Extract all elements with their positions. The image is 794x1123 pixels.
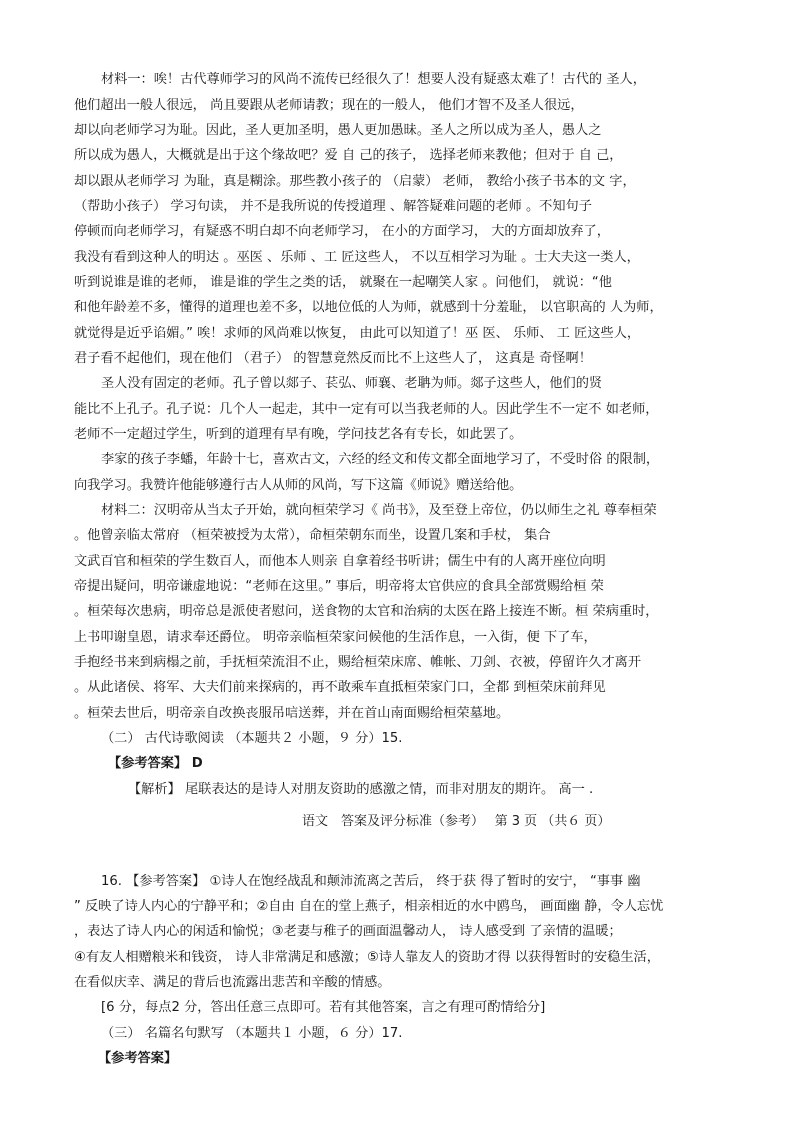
text-line: 他们超出一般人很远， 尚且要跟从老师请教；现在的一般人， 他们才智不及圣人很远， (74, 98, 584, 113)
text-line: 。他曾亲临太常府 （桓荣被授为太常），命桓荣朝东而坐，设置几案和手杖， 集合 (74, 528, 551, 543)
text-line: 能比不上孔子。孔子说：几个人一起走，其中一定有可以当我老师的人。因此学生不一定不 如老师， (74, 402, 659, 417)
text-line: 。从此诸侯、将军、大夫们前来探病的，再不敢乘车直抵桓荣家门口，全都 到桓荣床前拜见 (74, 680, 606, 695)
text-line: ④有友人相赠粮米和钱资， 诗人非常满足和感激；⑤诗人靠友人的资助才得 以获得暂时的安稳生活， (74, 950, 660, 965)
text-line: 16. 【参考答案】 ①诗人在饱经战乱和颠沛流离之苦后， 终于获 得了暂时的安宁， “事事 幽 (101, 874, 641, 889)
text-line: 在看似庆幸、满足的背后也流露出悲苦和辛酸的情感。 (74, 975, 391, 990)
answer-label: 【参考答案】 D (108, 756, 203, 771)
text-line: 文武百官和桓荣的学生数百人，而他本人则亲 自拿着经书听讲；儒生中有的人离开座位向明 (74, 554, 606, 569)
text-line: 手抱经书来到病榻之前，手抚桓荣流泪不止，赐给桓荣床席、帷帐、刀剑、衣被，停留许久才离开 (74, 655, 642, 670)
text-line: 停顿而向老师学习，有疑惑不明白却不向老师学习， 在小的方面学习， 大的方面却放弃了， (74, 224, 610, 239)
text-line: ，表达了诗人内心的闲适和愉悦；③老妻与稚子的画面温馨动人， 诗人感受到 了亲情的温暖； (74, 924, 622, 939)
text-line: 我没有看到这种人的明达 。巫医 、乐师 、工 匠这些人， 不以互相学习为耻 。士大夫这一类人， (74, 250, 640, 265)
text-line: 所以成为愚人，大概就是出于这个缘故吧？爱 自 己的孩子， 选择老师来教他；但对于 自 己， (74, 148, 623, 163)
text-line: 圣人没有固定的老师。孔子曾以郯子、苌弘、师襄、老聃为师。郯子这些人，他们的贤 (101, 376, 603, 391)
text-line: 和他年龄差不多，懂得的道理也差不多，以地位低的人为师，就感到十分羞耻， 以官职高的 人为师， (74, 300, 663, 315)
answer-label: 【参考答案】 (98, 1051, 178, 1066)
analysis-text: 【解析】 尾联表达的是诗人对朋友资助的感激之情，而非对朋友的期许。 高一 . (128, 782, 594, 797)
text-line: 向我学习。我赞许他能够遵行古人从师的风尚，写下这篇《师说》赠送给他。 (74, 478, 523, 493)
text-line: 却以跟从老师学习 为耻，真是糊涂。那些教小孩子的 （启蒙） 老师， 教给小孩子书本的文 字， (74, 174, 636, 189)
text-line: 材料二：汉明帝从当太子开始，就向桓荣学习《 尚书》，及至登上帝位，仍以师生之礼 尊奉桓荣 (101, 503, 657, 518)
section-heading: （二） 古代诗歌阅读 （本题共２ 小题，９ 分）15. (101, 731, 403, 746)
text-line: 老师不一定超过学生，听到的道理有早有晚，学问技艺各有专长，如此罢了。 (74, 427, 523, 442)
text-line: 李家的孩子李蟠，年龄十七，喜欢古文，六经的经文和传文都全面地学习了，不受时俗 的限制， (101, 452, 660, 467)
text-line: 上书叩谢皇恩，请求奉还爵位。 明帝亲临桓荣家问候他的生活作息，一入街，便 下了车， (74, 630, 597, 645)
text-line: 材料一：唉！古代尊师学习的风尚不流传已经很久了！想要人没有疑惑太难了！古代的 圣人， (101, 72, 646, 87)
page-footer: 语文 答案及评分标准（参考） 第 3 页 （共６ 页） (302, 814, 611, 829)
scoring-note: [6 分，每点2 分，答出任意三点即可。若有其他答案，言之有理可酌情给分] (101, 1000, 546, 1015)
text-line: ” 反映了诗人内心的宁静平和；②自由 自在的堂上燕子，相亲相近的水中鸥鸟， 画面幽 静，令人忘忧 (74, 899, 664, 914)
text-line: 君子看不起他们，现在他们 （君子） 的智慧竟然反而比不上这些人了， 这真是 奇怪啊！ (74, 351, 592, 366)
text-line: 。桓荣去世后，明帝亲自改换丧服吊唁送葬，并在首山南面赐给桓荣墓地。 (74, 706, 510, 721)
text-line: 。桓荣每次患病，明帝总是派使者慰问，送食物的太官和治病的太医在路上接连不断。桓 荣病重时， (74, 604, 659, 619)
text-line: 听到说谁是谁的老师， 谁是谁的学生之类的话， 就聚在一起嘲笑人家 。问他们， 就说：“他 (74, 275, 612, 290)
text-line: 帝提出疑问，明帝谦虚地说：“老师在这里。” 事后，明帝将太官供应的食具全部赏赐给桓 荣 (74, 579, 604, 594)
text-line: 却以向老师学习为耻。因此，圣人更加圣明，愚人更加愚昧。圣人之所以成为圣人，愚人之 (74, 123, 602, 138)
text-line: 就觉得是近乎谄媚。” 唉！求师的风尚难以恢复， 由此可以知道了！巫 医、 乐师、 工 匠这些人， (74, 326, 641, 341)
text-line: （帮助小孩子） 学习句读， 并不是我所说的传授道理 、解答疑难问题的老师 。不知句子 (74, 199, 592, 214)
section-heading: （三） 名篇名句默写 （本题共１ 小题，６ 分）17. (101, 1026, 403, 1041)
